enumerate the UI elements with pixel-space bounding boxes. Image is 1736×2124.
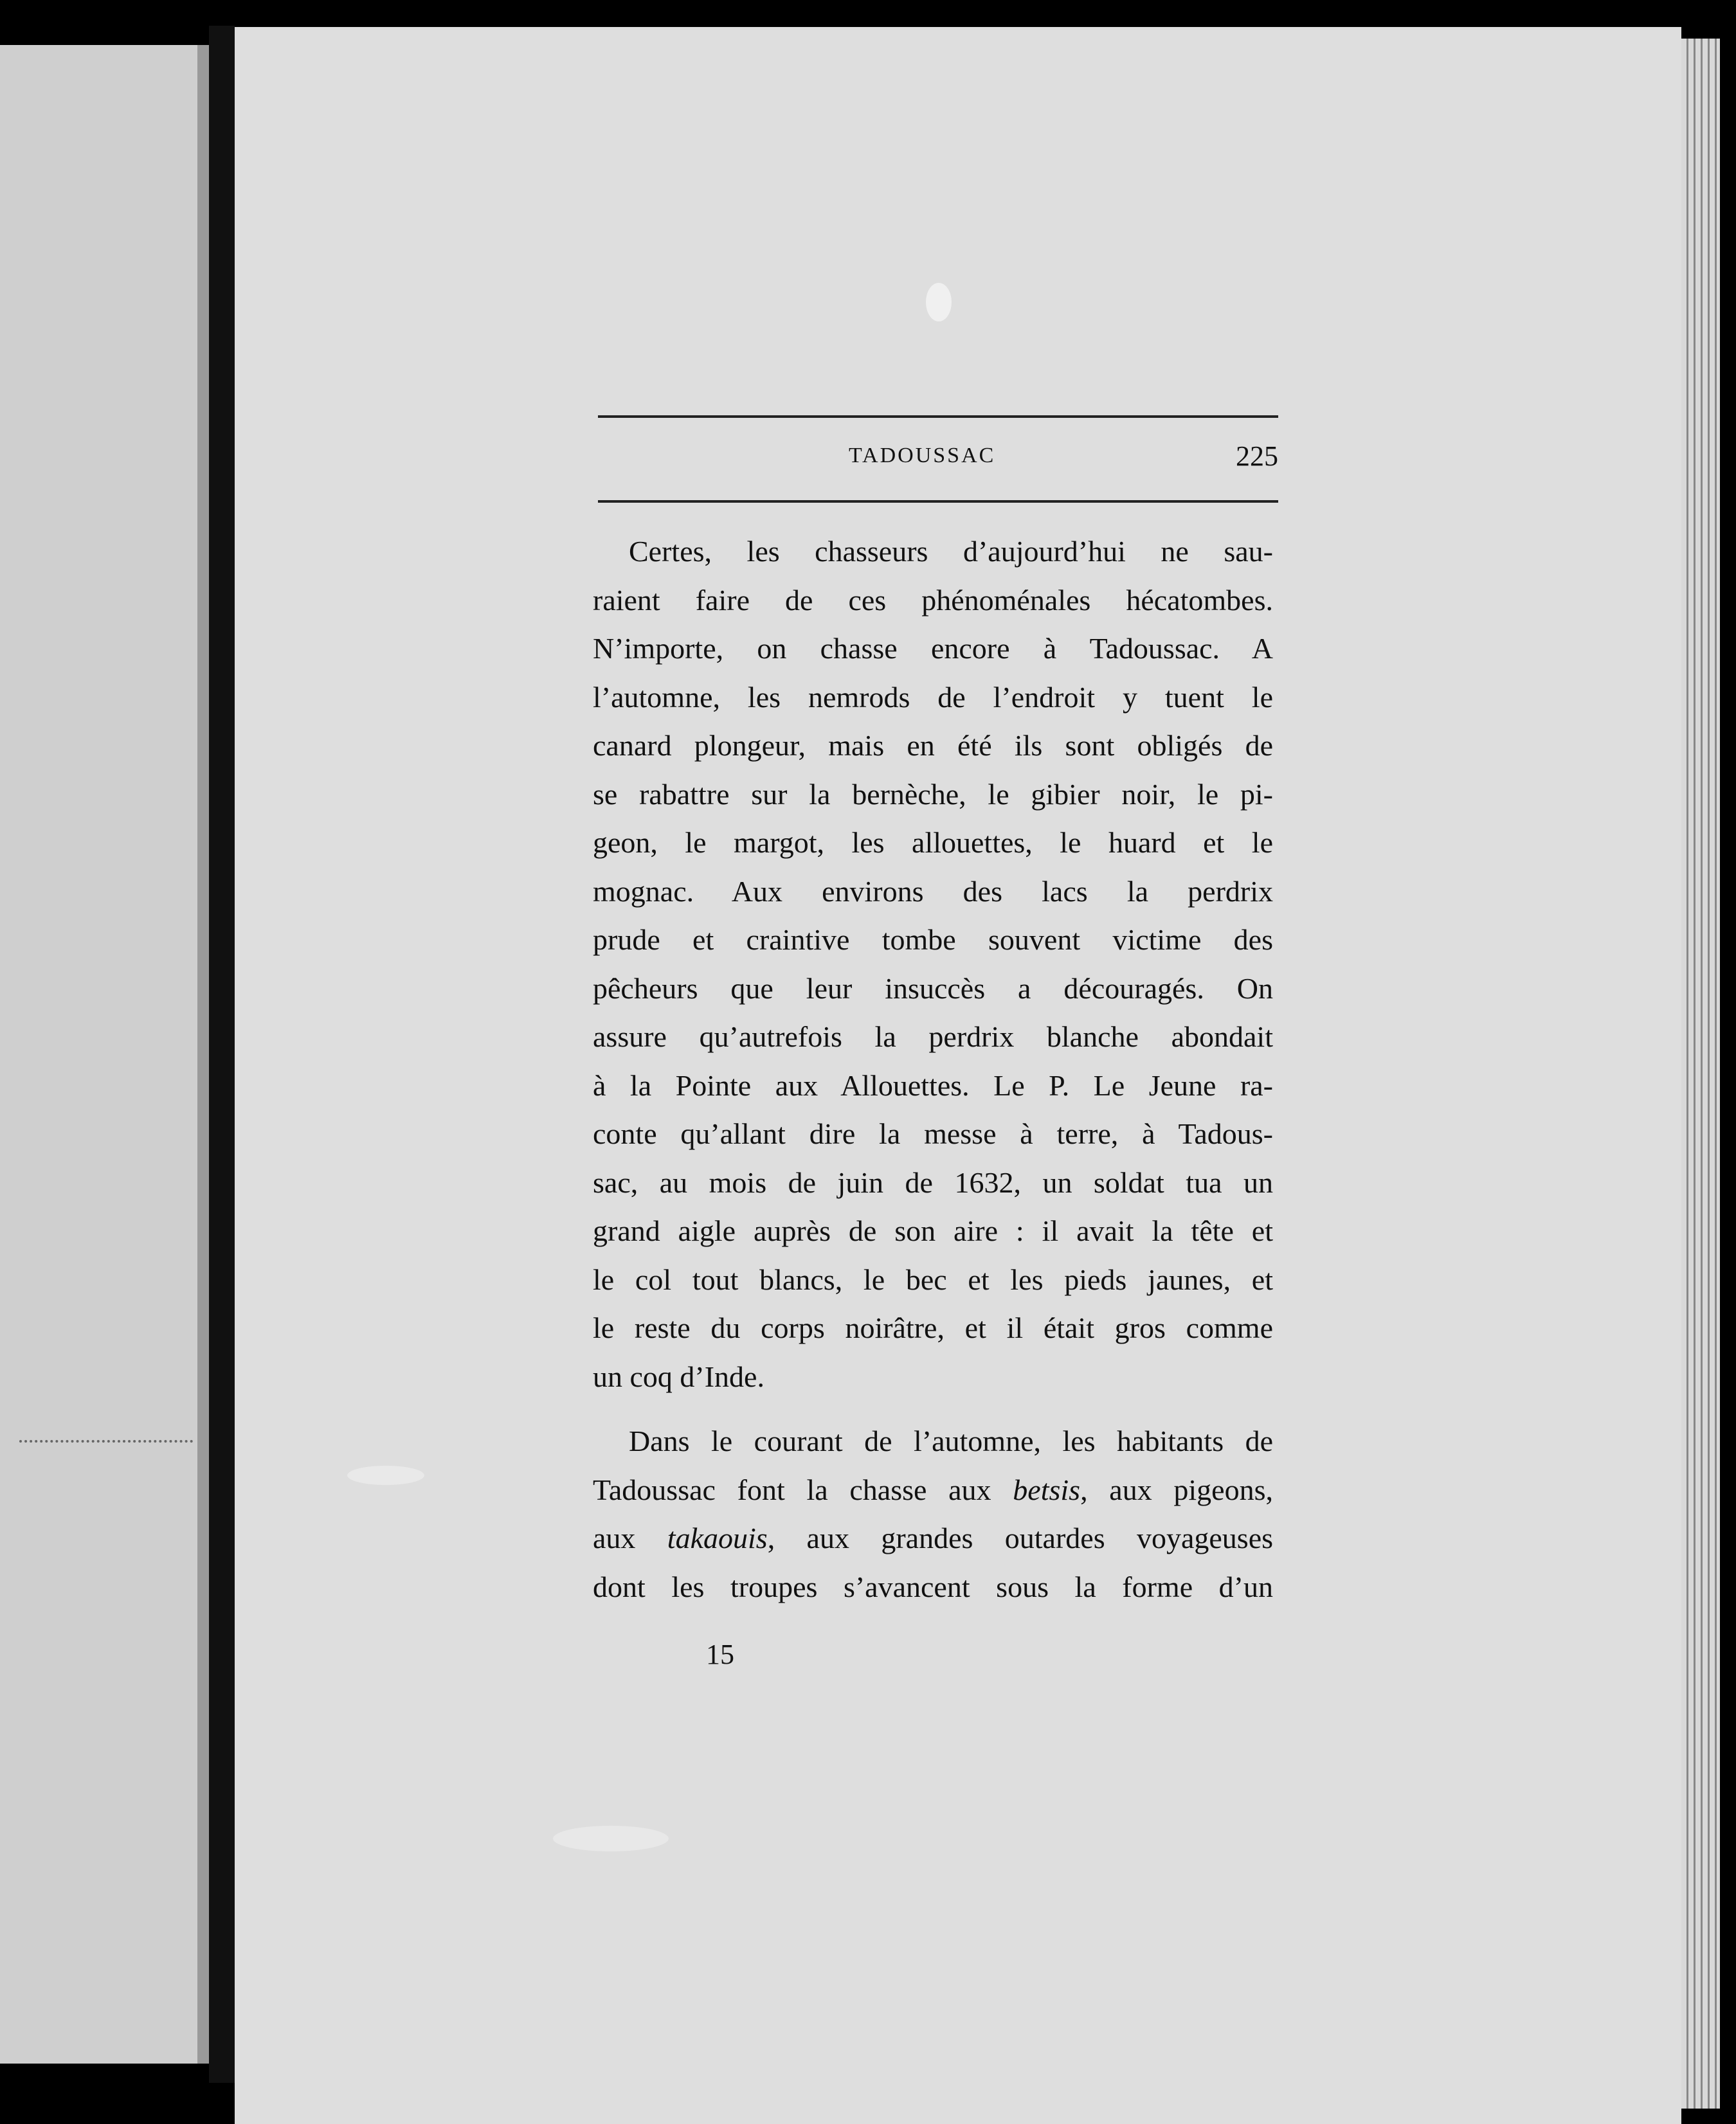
header-rule-bottom	[598, 500, 1278, 503]
text-line: se rabattre sur la bernèche, le gibier noir, le pi-	[593, 777, 1273, 811]
paper-blemish	[926, 283, 952, 321]
text-line: sac, au mois de juin de 1632, un soldat tua un	[593, 1166, 1273, 1199]
text-line: le reste du corps noirâtre, et il était gros comme	[593, 1311, 1273, 1344]
text-line: un coq d’Inde.	[593, 1360, 764, 1393]
text-line: canard plongeur, mais en été ils sont obligés de	[593, 729, 1273, 762]
paragraph-gap	[593, 1401, 1273, 1417]
running-head	[598, 440, 1278, 482]
paper-blemish	[553, 1826, 669, 1851]
text-line: Tadoussac font la chasse aux betsis, aux pigeons,	[593, 1473, 1274, 1506]
text-line: raient faire de ces phénoménales hécatombes.	[593, 583, 1273, 616]
text-line: mognac. Aux environs des lacs la perdrix	[593, 874, 1273, 908]
text-line: conte qu’allant dire la messe à terre, à Tadous-	[593, 1117, 1273, 1150]
text-line: N’importe, on chasse encore à Tadoussac. A	[593, 632, 1273, 665]
text-line: le col tout blancs, le bec et les pieds jaunes, et	[593, 1263, 1273, 1296]
page-edges	[1681, 39, 1720, 2109]
page-number: 225	[1236, 440, 1278, 472]
body-text	[593, 527, 1273, 1611]
facing-page-edge	[0, 45, 209, 2064]
text-line: pêcheurs que leur insuccès a découragés. On	[593, 971, 1273, 1005]
dotted-line	[19, 1440, 193, 1445]
paper-blemish	[347, 1466, 424, 1485]
running-title: TADOUSSAC	[849, 444, 996, 467]
text-line: geon, le margot, les allouettes, le huard et le	[593, 826, 1273, 859]
header-rule-top	[598, 415, 1278, 418]
text-line: Dans le courant de l’automne, les habitants de	[629, 1425, 1273, 1457]
book-gutter	[209, 26, 235, 2083]
text-line: aux takaouis, aux grandes outardes voyageuses	[593, 1522, 1274, 1554]
text-line: prude et craintive tombe souvent victime des	[593, 923, 1273, 956]
text-line: Certes, les chasseurs d’aujourd’hui ne sau-	[629, 535, 1273, 568]
text-line: l’automne, les nemrods de l’endroit y tuent le	[593, 680, 1273, 714]
signature-mark: 15	[706, 1639, 734, 1670]
text-line: à la Pointe aux Allouettes. Le P. Le Jeune ra-	[593, 1068, 1273, 1102]
text-line: dont les troupes s’avancent sous la forme d’un	[593, 1570, 1273, 1603]
text-line: assure qu’autrefois la perdrix blanche abondait	[593, 1020, 1273, 1053]
text-line: grand aigle auprès de son aire : il avait la tête et	[593, 1214, 1273, 1247]
